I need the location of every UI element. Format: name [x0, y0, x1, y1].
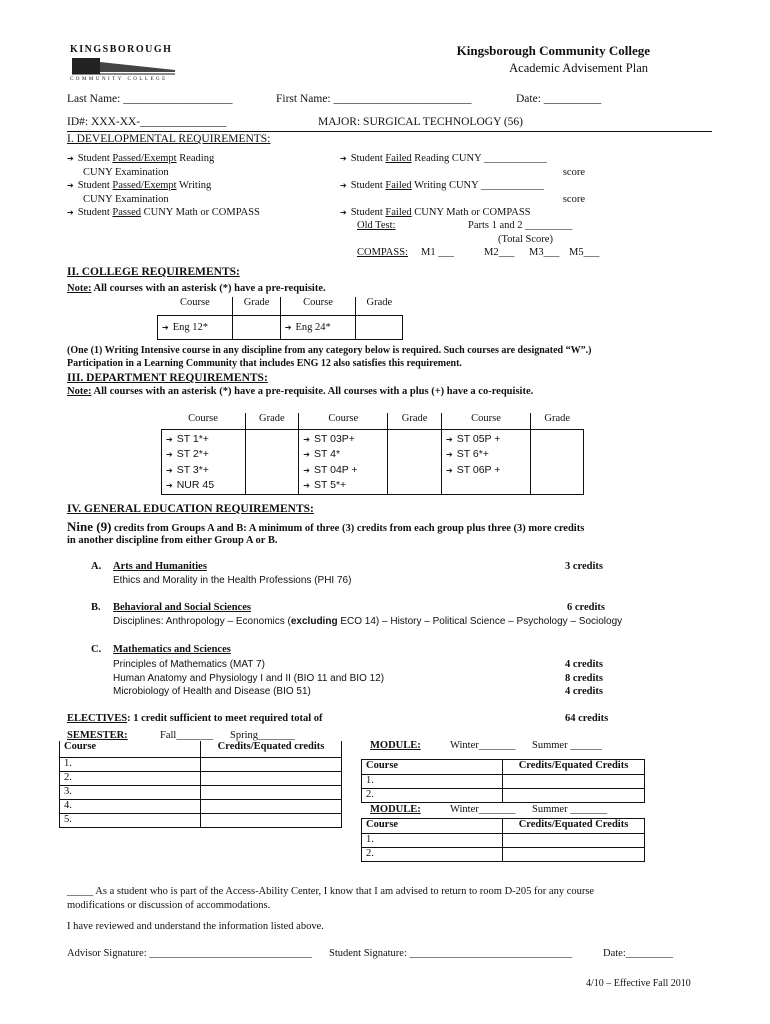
effective-date: 4/10 – Effective Fall 2010: [586, 978, 691, 989]
plan-title: Academic Advisement Plan: [509, 61, 648, 75]
group-b-detail: Disciplines: Anthropology – Economics (excluding ECO 14) – History – Political Science – Psychology – Sociology: [113, 616, 623, 627]
dept-col1-courses: ➔ ST 1*+ ➔ ST 2*+ ➔ ST 3*+ ➔ NUR 45: [162, 429, 246, 494]
college-req-table: Course Grade Course Grade ➔ Eng 12* ➔ Eng 24*: [157, 297, 403, 340]
writing-intensive-note: (One (1) Writing Intensive course in any discipline from any category below is required. Such courses are designated “W”.): [67, 345, 592, 356]
writing-passed-item[interactable]: ➔ Student Passed/Exempt Writing: [67, 179, 337, 193]
dept-col3-courses: ➔ ST 05P + ➔ ST 6*+ ➔ ST 06P +: [442, 429, 531, 494]
group-c-credits: 4 credits 8 credits 4 credits: [565, 659, 604, 697]
old-test-label: Old Test:: [357, 220, 396, 231]
module1-table: Course Credits/Equated Credits 1. 2.: [361, 759, 645, 803]
access-ability-line: _____ As a student who is part of the Access-Ability Center, I know that I am advised to return to room D-205 for any course: [67, 886, 595, 897]
eng12-cell: ➔ Eng 12*: [158, 315, 233, 339]
logo-building-icon: [70, 56, 175, 76]
group-c-courses: Principles of Mathematics (MAT 7) Human Anatomy and Physiology I and II (BIO 11 and BIO 12) Microbiology of Health and Disease (BIO 51): [113, 659, 385, 697]
advisor-signature-field[interactable]: Advisor Signature: _______________________________: [67, 948, 312, 959]
semester-row-5[interactable]: 5.: [60, 813, 201, 827]
module1-winter[interactable]: Winter_______: [450, 740, 516, 751]
section1-title: I. DEVELOPMENTAL REQUIREMENTS:: [67, 133, 271, 145]
group-a-credits: 3 credits: [565, 561, 604, 572]
section3-note: Note: All courses with an asterisk (*) have a pre-requisite. All courses with a plus (+) have a co-requisite.: [67, 386, 534, 397]
semester-row-2[interactable]: 2.: [60, 771, 201, 785]
compass-label: COMPASS:: [357, 247, 408, 258]
math-failed-item[interactable]: ➔ Student Failed CUNY Math or COMPASS: [340, 206, 585, 220]
semester-fall[interactable]: Fall_______: [160, 730, 214, 741]
module2-table: Course Credits/Equated Credits 1. 2.: [361, 818, 645, 862]
module1-row-1[interactable]: 1.: [362, 775, 503, 789]
group-a-detail: Ethics and Morality in the Health Professions (PHI 76): [113, 575, 352, 586]
logo-subtitle: COMMUNITY COLLEGE: [70, 77, 168, 82]
semester-table: Course Credits/Equated credits 1. 2. 3. 4. 5.: [59, 741, 342, 828]
module2-row-1[interactable]: 1.: [362, 834, 503, 848]
section3-title: III. DEPARTMENT REQUIREMENTS:: [67, 372, 268, 384]
total-score-label: (Total Score): [498, 234, 553, 245]
m3-field[interactable]: M3___: [529, 247, 560, 258]
m5-field[interactable]: M5___: [569, 247, 600, 258]
section2-note: Note: All courses with an asterisk (*) have a pre-requisite.: [67, 283, 326, 294]
dev-right-list: ➔ Student Failed Reading CUNY ____________ score ➔ Student Failed Writing CUNY ____________ score ➔ Student Failed CUNY Math or COMPASS: [340, 152, 585, 220]
signature-date-field[interactable]: Date:_________: [603, 948, 673, 959]
module1-row-2[interactable]: 2.: [362, 789, 503, 803]
gen-ed-intro-2: in another discipline from either Group A or B.: [67, 535, 278, 546]
m2-field[interactable]: M2___: [484, 247, 515, 258]
reading-failed-item[interactable]: ➔ Student Failed Reading CUNY ____________: [340, 152, 585, 166]
dept-col2-grades[interactable]: [388, 429, 442, 494]
math-passed-item[interactable]: ➔ Student Passed CUNY Math or COMPASS: [67, 206, 337, 220]
divider: [67, 131, 712, 132]
eng12-grade[interactable]: [233, 315, 280, 339]
module2-summer[interactable]: Summer _______: [532, 804, 607, 815]
group-b-credits: 6 credits: [567, 602, 606, 613]
parts-field[interactable]: Parts 1 and 2 _________: [468, 220, 573, 231]
m1-field[interactable]: M1 ___: [421, 247, 454, 258]
semester-row-3[interactable]: 3.: [60, 785, 201, 799]
semester-label: SEMESTER:: [67, 730, 128, 741]
major-label: MAJOR: SURGICAL TECHNOLOGY (56): [318, 116, 523, 128]
dept-col2-courses: ➔ ST 03P+ ➔ ST 4* ➔ ST 04P + ➔ ST 5*+: [299, 429, 388, 494]
semester-spring[interactable]: Spring_______: [230, 730, 295, 741]
module1-summer[interactable]: Summer ______: [532, 740, 602, 751]
electives-line: ELECTIVES: 1 credit sufficient to meet required total of: [67, 713, 323, 724]
semester-row-4[interactable]: 4.: [60, 799, 201, 813]
module1-label: MODULE:: [370, 740, 421, 751]
section2-title: II. COLLEGE REQUIREMENTS:: [67, 266, 240, 278]
section4-title: IV. GENERAL EDUCATION REQUIREMENTS:: [67, 503, 314, 515]
module2-winter[interactable]: Winter_______: [450, 804, 516, 815]
gen-ed-intro: Nine (9) credits from Groups A and B: A minimum of three (3) credits from each group plus three (3) more credits: [67, 519, 585, 534]
reading-passed-item[interactable]: ➔ Student Passed/Exempt Reading: [67, 152, 337, 166]
college-name: Kingsborough Community College: [456, 43, 650, 58]
dev-left-list: ➔ Student Passed/Exempt Reading CUNY Examination ➔ Student Passed/Exempt Writing CUNY Examination ➔ Student Passed CUNY Math or COMPASS: [67, 152, 337, 220]
access-ability-line-2: modifications or discussion of accommodations.: [67, 900, 271, 911]
eng24-grade[interactable]: [356, 315, 403, 339]
reviewed-statement: I have reviewed and understand the information listed above.: [67, 921, 324, 932]
learning-community-note: Participation in a Learning Community that includes ENG 12 also satisfies this requirement.: [67, 358, 462, 369]
group-c-title: Mathematics and Sciences: [113, 644, 231, 655]
writing-failed-item[interactable]: ➔ Student Failed Writing CUNY ____________: [340, 179, 585, 193]
eng24-cell: ➔ Eng 24*: [280, 315, 355, 339]
group-b-title: Behavioral and Social Sciences: [113, 602, 251, 613]
last-name-field[interactable]: Last Name: ___________________: [67, 93, 233, 105]
dept-col3-grades[interactable]: [531, 429, 584, 494]
module2-row-2[interactable]: 2.: [362, 848, 503, 862]
logo-name: KINGSBOROUGH: [70, 44, 173, 55]
dept-col1-grades[interactable]: [245, 429, 299, 494]
semester-row-1[interactable]: 1.: [60, 757, 201, 771]
college-logo: [70, 44, 175, 86]
group-a-title: Arts and Humanities: [113, 561, 207, 572]
module2-label: MODULE:: [370, 804, 421, 815]
electives-total: 64 credits: [565, 713, 609, 724]
first-name-field[interactable]: First Name: ________________________: [276, 93, 472, 105]
student-signature-field[interactable]: Student Signature: _______________________________: [329, 948, 573, 959]
dept-req-table: Course Grade Course Grade Course Grade ➔ ST 1*+ ➔ ST 2*+ ➔ ST 3*+ ➔ NUR 45 ➔ ST 03P+ ➔ ST 4* ➔ ST 04P + ➔ ST 5*+ ➔ ST 05P + ➔ ST 6*+ ➔ ST 06P +: [161, 413, 584, 495]
id-field[interactable]: ID#: XXX-XX-_______________: [67, 116, 227, 128]
date-field[interactable]: Date: __________: [516, 93, 602, 105]
